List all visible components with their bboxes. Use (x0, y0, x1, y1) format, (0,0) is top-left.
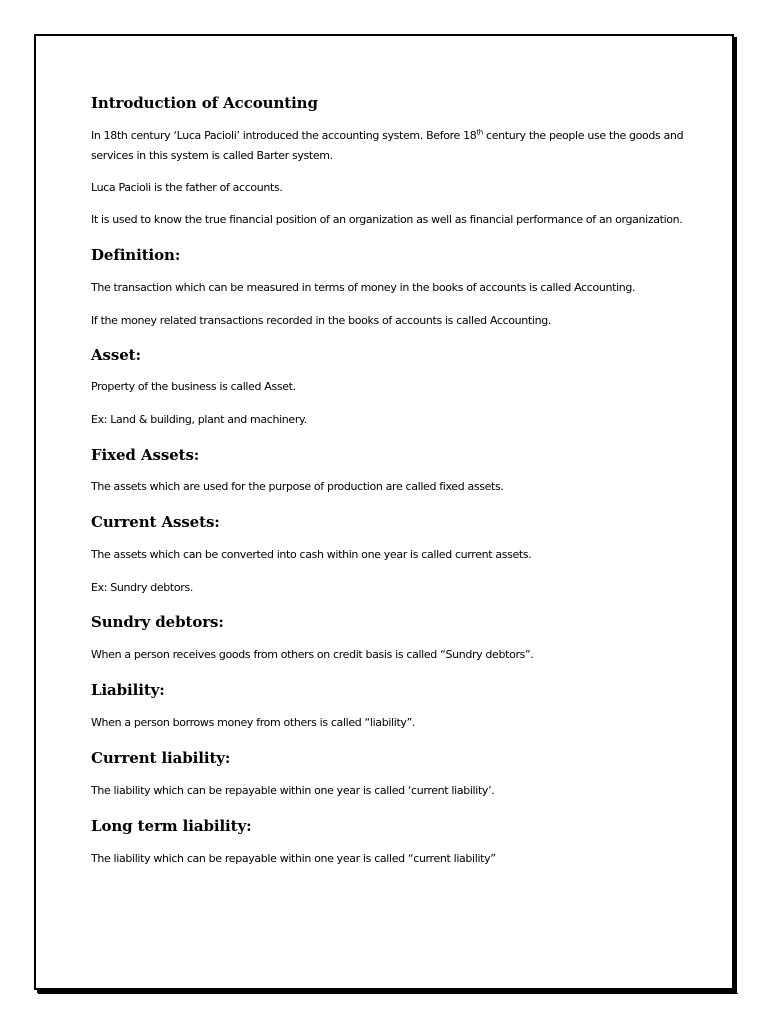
heading-asset: Asset: (91, 346, 141, 364)
paragraph-asset-1: Property of the business is called Asset. (91, 380, 296, 393)
heading-fixed-assets: Fixed Assets: (91, 446, 200, 464)
intro-text-b: century the people use the goods and services in this system is called Barter system. (91, 129, 684, 162)
paragraph-intro-father: Luca Pacioli is the father of accounts. (91, 181, 283, 194)
paragraph-sundry-debtors: When a person receives goods from others on credit basis is called “Sundry debtors”. (91, 648, 534, 661)
paragraph-current-liability: The liability which can be repayable within one year is called ‘current liability’. (91, 784, 495, 797)
intro-superscript: th (476, 128, 483, 137)
heading-introduction: Introduction of Accounting (91, 94, 318, 112)
paragraph-intro-purpose: It is used to know the true financial position of an organization as well as financial performance of an organization. (91, 213, 683, 226)
heading-liability: Liability: (91, 681, 165, 699)
paragraph-current-assets-1: The assets which can be converted into cash within one year is called current assets. (91, 548, 532, 561)
paragraph-intro-history (91, 126, 691, 166)
paragraph-definition-2: If the money related transactions recorded in the books of accounts is called Accounting. (91, 314, 551, 327)
heading-sundry-debtors: Sundry debtors: (91, 613, 224, 631)
document-body (91, 92, 691, 869)
paragraph-long-term-liability: The liability which can be repayable within one year is called “current liability” (91, 852, 496, 865)
heading-current-assets: Current Assets: (91, 513, 220, 531)
paragraph-fixed-assets: The assets which are used for the purpose of production are called fixed assets. (91, 480, 504, 493)
heading-definition: Definition: (91, 246, 181, 264)
paragraph-asset-2: Ex: Land & building, plant and machinery. (91, 413, 307, 426)
heading-long-term-liability: Long term liability: (91, 817, 252, 835)
paragraph-definition-1: The transaction which can be measured in terms of money in the books of accounts is called Accounting. (91, 281, 636, 294)
paragraph-liability: When a person borrows money from others is called “liability”. (91, 716, 416, 729)
paragraph-current-assets-2: Ex: Sundry debtors. (91, 581, 193, 594)
heading-current-liability: Current liability: (91, 749, 231, 767)
intro-text-a: In 18th century ‘Luca Pacioli’ introduced the accounting system. Before 18 (91, 129, 477, 142)
